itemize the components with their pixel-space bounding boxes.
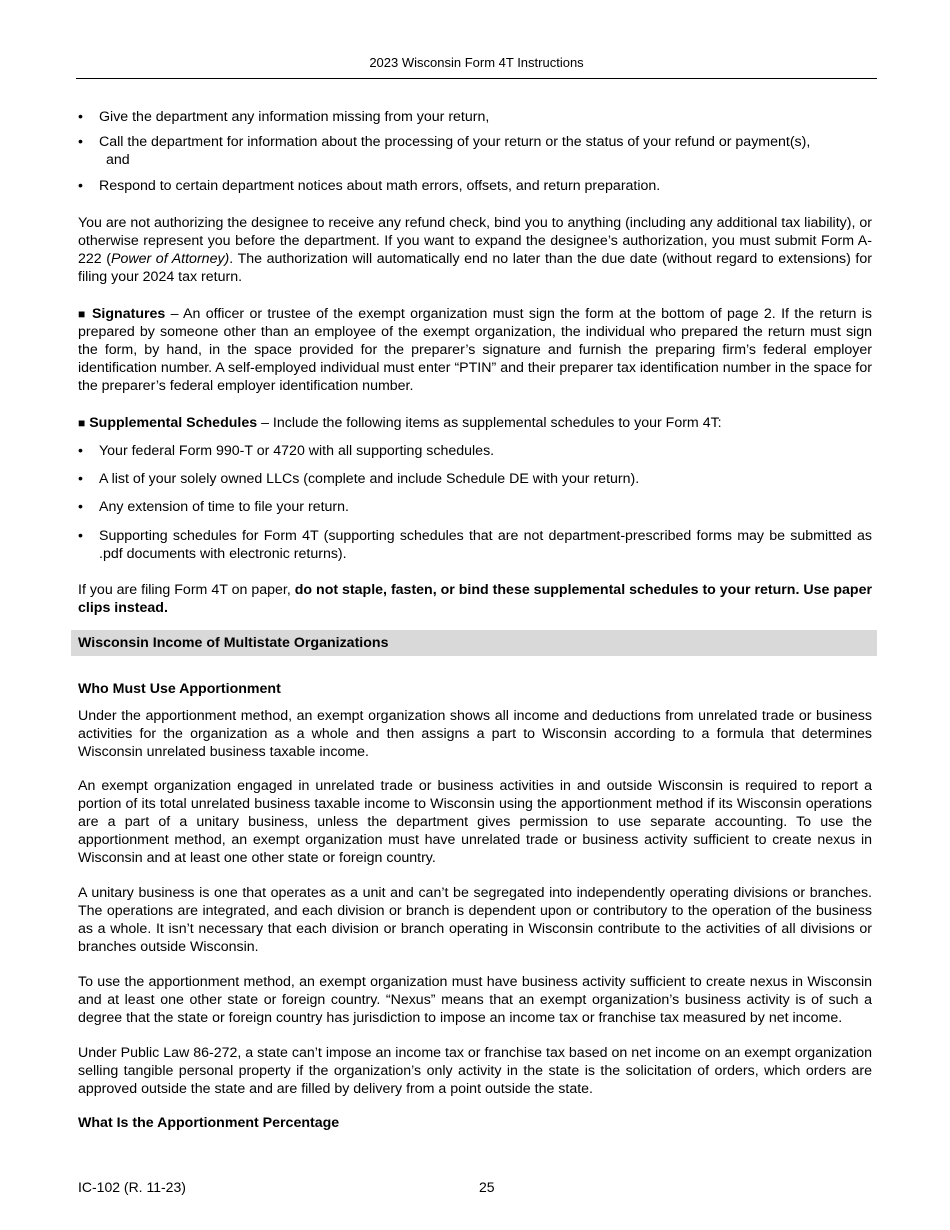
square-bullet-icon: ■: [78, 307, 87, 321]
designee-authorization-paragraph: You are not authorizing the designee to receive any refund check, bind you to anything (including any additional tax liability), or otherwise represent you before the department. If you want to expand the designee’s authorization, you must submit Form A-222 (Power of Attorney). The authorization will automatically end no later than the due date (without regard to extensions) for filing your 2024 tax return.: [78, 215, 872, 285]
signatures-paragraph: ■ Signatures – An officer or trustee of the exempt organization must sign the form at the bottom of page 2. If the return is prepared by someone other than an employee of the exempt organization, the individual who prepared the return must sign the form, by hand, in the space provided for the preparer’s signature and furnish the preparing firm’s federal employer identification number. A self-employed individual must enter “PTIN” and their preparer tax identification number in the space for the preparer’s federal employer identification number.: [78, 306, 872, 394]
list-item-continuation: and: [106, 152, 130, 168]
paragraph: An exempt organization engaged in unrelated trade or business activities in and outside Wisconsin is required to report a portion of its total unrelated business taxable income to Wisconsin using the apportionment method if its Wisconsin operations are a part of a unitary business, unless the department gives permission to use separate accounting. To use the apportionment method, an exempt organization must have unrelated trade or business activity sufficient to create nexus in Wisconsin and at least one other state or foreign country.: [78, 778, 872, 866]
list-item: • Give the department any information missing from your return,: [78, 109, 490, 125]
bullet-icon: •: [78, 178, 83, 194]
paragraph: Under the apportionment method, an exempt organization shows all income and deductions from unrelated trade or business activities for the organization as a whole and then assigns a part to Wisconsin according to a formula that determines Wisconsin unrelated business taxable income.: [78, 708, 872, 760]
designee-bullet-list: [78, 108, 872, 195]
list-item: • Any extension of time to file your return.: [78, 499, 349, 515]
page-number: 25: [479, 1179, 495, 1195]
header-rule: [76, 78, 877, 79]
page-header: 2023 Wisconsin Form 4T Instructions: [369, 55, 584, 70]
subheading-who-must-use: Who Must Use Apportionment: [78, 681, 281, 697]
form-id: IC-102 (R. 11-23): [78, 1179, 186, 1195]
bullet-icon: •: [78, 443, 83, 459]
list-item: • A list of your solely owned LLCs (complete and include Schedule DE with your return).: [78, 471, 640, 487]
list-item: • Call the department for information about the processing of your return or the status of your refund or payment(s),: [78, 134, 811, 150]
bullet-icon: •: [78, 499, 83, 515]
list-item: • Supporting schedules for Form 4T (supporting schedules that are not department-prescribed forms may be submitted as .pdf documents with electronic returns).: [78, 528, 872, 562]
bullet-icon: •: [78, 471, 83, 487]
paragraph: To use the apportionment method, an exempt organization must have business activity sufficient to create nexus in Wisconsin and at least one other state or foreign country. “Nexus” means that an exempt organization’s business activity is of such a degree that the state or foreign country has jurisdiction to impose an income tax or franchise tax measured by net income.: [78, 974, 872, 1026]
paragraph: Under Public Law 86-272, a state can’t impose an income tax or franchise tax based on net income on an exempt organization selling tangible personal property if the organization’s only activity in the state is the solicitation of orders, which orders are approved outside the state and are filled by delivery from a point outside the state.: [78, 1045, 872, 1097]
list-item: • Your federal Form 990-T or 4720 with all supporting schedules.: [78, 443, 495, 459]
bullet-icon: •: [78, 109, 83, 125]
signatures-heading: Signatures: [91, 306, 166, 322]
supplemental-heading: Supplemental Schedules: [89, 415, 258, 431]
page-content: [78, 108, 872, 1132]
square-bullet-icon: ■: [78, 416, 86, 430]
supplemental-bullet-list: [78, 442, 872, 563]
paragraph: A unitary business is one that operates as a unit and can’t be segregated into independently operating divisions or branches. The operations are integrated, and each division or branch is dependent upon or contributory to the operation of the business as a whole. It isn’t necessary that each division or branch operating in Wisconsin contribute to the activities of all divisions or branches outside Wisconsin.: [78, 885, 872, 955]
paper-filing-note: If you are filing Form 4T on paper, do not staple, fasten, or bind these supplemental schedules to your return. Use paper clips instead.: [78, 582, 872, 616]
bullet-icon: •: [78, 528, 83, 544]
bullet-icon: •: [78, 134, 83, 150]
list-item: • Respond to certain department notices about math errors, offsets, and return preparation.: [78, 178, 661, 194]
subheading-apportionment-percentage: What Is the Apportionment Percentage: [78, 1115, 340, 1131]
section-banner: Wisconsin Income of Multistate Organizations: [71, 630, 877, 656]
supplemental-intro: ■ Supplemental Schedules – Include the following items as supplemental schedules to your Form 4T:: [78, 415, 722, 431]
